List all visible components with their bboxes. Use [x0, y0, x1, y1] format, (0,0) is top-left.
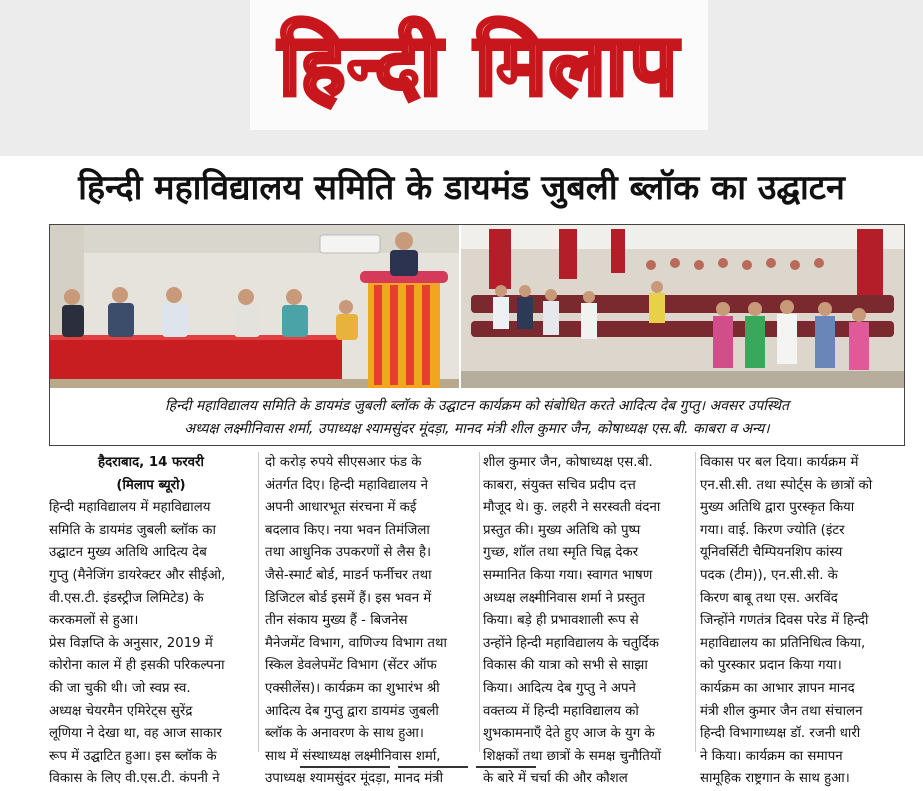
- text-line: यूनिवर्सिटी चैम्पियनशिप कांस्य: [700, 545, 843, 561]
- caption-line: अध्यक्ष लक्ष्मीनिवास शर्मा, उपाध्यक्ष श्यामसुंदर मूंदड़ा, मानद मंत्री शील कुमार जैन, कोषाध्यक्ष एस.बी. काबरा व अन्य।: [184, 421, 770, 437]
- text-line: ब्लॉक के अनावरण के साथ हुआ।: [265, 726, 424, 742]
- text-line: कोरोना काल में ही इसकी परिकल्पना: [49, 658, 225, 674]
- text-line: काबरा, संयुक्त सचिव प्रदीप दत्त: [483, 477, 636, 493]
- text-line: सम्मानित किया गया। स्वागत भाषण: [483, 567, 653, 583]
- text-line: मंत्री शील कुमार जैन तथा संचालन: [700, 703, 863, 719]
- text-line: मैनेजमेंट विभाग, वाणिज्य विभाग तथा: [265, 635, 447, 651]
- text-line: करकमलों से हुआ।: [49, 613, 139, 629]
- text-line: प्रेस विज्ञप्ति के अनुसार, 2019 में: [49, 635, 213, 651]
- masthead-logo: [250, 0, 708, 130]
- text-line: किया। आदित्य देब गुप्तु ने अपने: [483, 680, 636, 696]
- text-line: हिन्दी महाविद्यालय में महाविद्यालय: [49, 500, 211, 516]
- text-line: विकास की यात्रा को सभी से साझा: [483, 658, 648, 674]
- text-line: गुच्छ, शॉल तथा स्मृति चिह्न देकर: [483, 545, 639, 561]
- text-line: समिति के डायमंड जुबली ब्लॉक का: [49, 522, 216, 538]
- photo-block: [49, 224, 905, 446]
- column-divider: [258, 452, 259, 752]
- dateline: हैदराबाद, 14 फरवरी: [98, 455, 204, 470]
- text-line: को पुरस्कार प्रदान किया गया।: [700, 658, 842, 674]
- text-line: अध्यक्ष लक्ष्मीनिवास शर्मा ने प्रस्तुत: [483, 590, 646, 606]
- text-line: अध्यक्ष चेयरमैन एमिरेट्स सुरेंद्र: [49, 703, 193, 719]
- text-line: की जा चुकी थी। जो स्वप्न स्व.: [49, 680, 191, 696]
- text-line: साथ में संस्थाध्यक्ष लक्ष्मीनिवास शर्मा,: [265, 748, 441, 764]
- text-line: के बारे में चर्चा की और कौशल: [483, 771, 628, 787]
- text-line: अंतर्गत दिए। हिन्दी महाविद्यालय ने: [265, 477, 428, 493]
- text-line: विकास के लिए वी.एस.टी. कंपनी ने: [49, 771, 220, 787]
- text-line: महाविद्यालय का प्रतिनिधित्व किया,: [700, 635, 866, 651]
- text-line: तथा आधुनिक उपकरणों से लैस है।: [265, 545, 432, 561]
- text-line: किरण बाबू तथा एस. अरविंद: [700, 590, 838, 606]
- caption-line: हिन्दी महाविद्यालय समिति के डायमंड जुबली ब्लॉक के उद्घाटन कार्यक्रम को संबोधित करते आदित्य देब गुप्तु। अवसर उपस्थित: [165, 398, 789, 414]
- text-line: गया। वाई. किरण ज्योति (इंटर: [700, 522, 845, 538]
- column-divider: [479, 452, 480, 752]
- text-line: दो करोड़ रुपये सीएसआर फंड के: [265, 455, 422, 470]
- article-column-1: [49, 452, 253, 791]
- article-column-3: [483, 452, 689, 791]
- text-line: पदक (टीम)), एन.सी.सी. के: [700, 567, 838, 583]
- text-line: प्रस्तुत की। मुख्य अतिथि को पुष्प: [483, 522, 641, 538]
- text-line: जैसे-स्मार्ट बोर्ड, माडर्न फर्नीचर तथा: [265, 567, 432, 583]
- text-line: गुप्तु (मैनेजिंग डायरेक्टर और सीईओ,: [49, 567, 226, 583]
- stage-photo: [50, 225, 459, 388]
- text-line: हिन्दी विभागाध्यक्ष डॉ. रजनी धारी: [700, 726, 861, 742]
- text-line: वक्तव्य में हिन्दी महाविद्यालय को: [483, 703, 639, 719]
- newspaper-name: हिन्दी मिलाप: [278, 15, 680, 114]
- text-line: रूप में उद्घाटित हुआ। इस ब्लॉक के: [49, 748, 217, 764]
- text-line: वी.एस.टी. इंडस्ट्रीज लिमिटेड) के: [49, 590, 204, 606]
- text-line: स्किल डेवलेपमेंट विभाग (सेंटर ऑफ: [265, 658, 437, 674]
- bureau-credit: (मिलाप ब्यूरो): [116, 477, 186, 493]
- photo-caption: [56, 395, 898, 441]
- text-line: शुभकामनाएँ देते हुए आज के युग के: [483, 726, 655, 742]
- text-line: अपनी आधारभूत संरचना में कई: [265, 500, 417, 516]
- text-line: शील कुमार जैन, कोषाध्यक्ष एस.बी.: [483, 455, 653, 470]
- text-line: कार्यक्रम का आभार ज्ञापन मानद: [700, 680, 855, 696]
- article-column-4: [700, 452, 910, 791]
- cropped-next-headline: [300, 756, 620, 768]
- text-line: सामूहिक राष्ट्रगान के साथ हुआ।: [700, 771, 850, 787]
- article-column-2: [265, 452, 477, 791]
- audience-photo: [461, 225, 904, 388]
- text-line: उन्होंने हिन्दी महाविद्यालय के चतुर्दिक: [483, 635, 659, 651]
- text-line: एन.सी.सी. तथा स्पोर्ट्स के छात्रों को: [700, 477, 873, 493]
- text-line: उद्घाटन मुख्य अतिथि आदित्य देब: [49, 545, 207, 561]
- text-line: किया। बड़े ही प्रभावशाली रूप से: [483, 613, 639, 629]
- text-line: ने किया। कार्यक्रम का समापन: [700, 748, 843, 764]
- text-line: शिक्षकों तथा छात्रों के समक्ष चुनौतियों: [483, 748, 662, 764]
- text-line: उपाध्यक्ष श्यामसुंदर मूंदड़ा, मानद मंत्री: [265, 771, 444, 787]
- text-line: मुख्य अतिथि द्वारा पुरस्कृत किया: [700, 500, 855, 516]
- text-line: डिजिटल बोर्ड इसमें हैं। इस भवन में: [265, 590, 432, 606]
- article-headline: हिन्दी महाविद्यालय समिति के डायमंड जुबली ब्लॉक का उद्घाटन: [78, 168, 845, 208]
- text-line: एक्सीलेंस)। कार्यक्रम का शुभारंभ श्री: [265, 680, 440, 696]
- text-line: तीन संकाय मुख्य हैं - बिजनेस: [265, 613, 408, 629]
- text-line: जिन्होंने गणतंत्र दिवस परेड में हिन्दी: [700, 613, 869, 629]
- column-divider: [695, 452, 696, 752]
- text-line: बदलाव किए। नया भवन तिमंजिला: [265, 522, 430, 538]
- text-line: मौजूद थे। कु. लहरी ने सरस्वती वंदना: [483, 500, 661, 516]
- text-line: विकास पर बल दिया। कार्यक्रम में: [700, 455, 859, 470]
- text-line: लूणिया ने देखा था, वह आज साकार: [49, 726, 222, 742]
- text-line: आदित्य देब गुप्तु द्वारा डायमंड जुबली: [265, 703, 439, 719]
